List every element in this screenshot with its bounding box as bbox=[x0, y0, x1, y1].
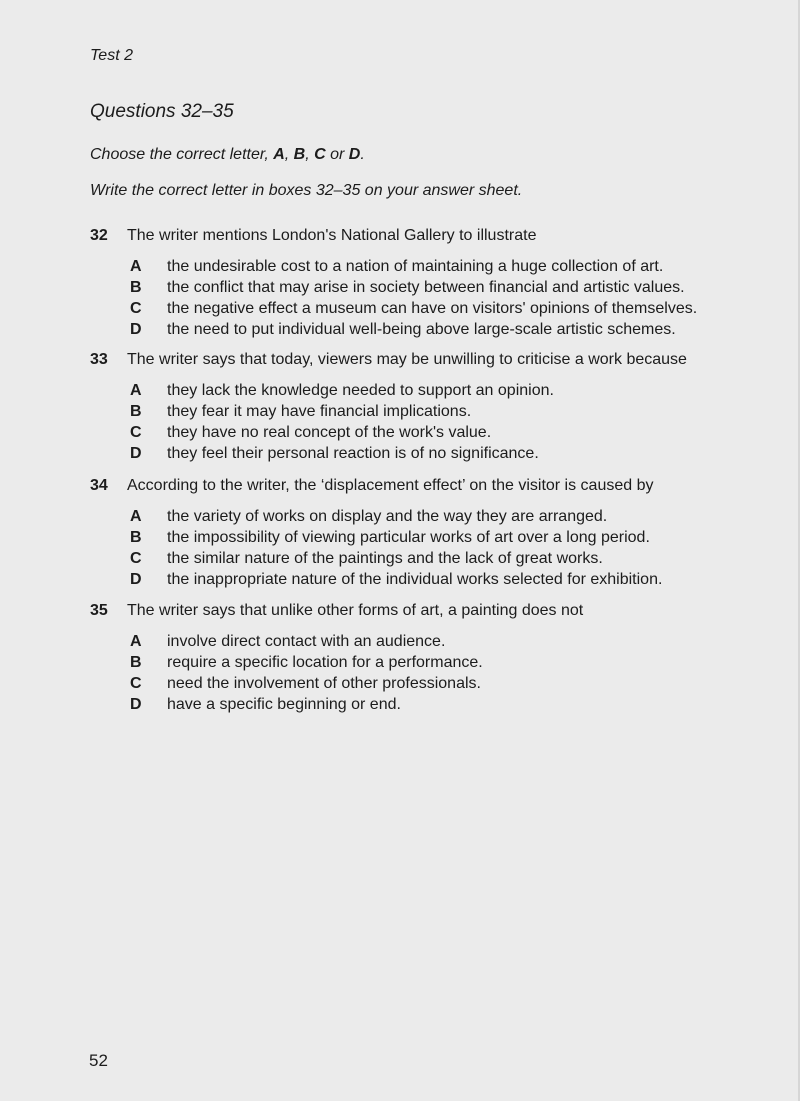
question-stem: According to the writer, the ‘displacement effect’ on the visitor is caused by bbox=[127, 477, 654, 494]
option-letter: B bbox=[130, 654, 142, 671]
question-number: 35 bbox=[90, 602, 108, 619]
option-letter: D bbox=[130, 571, 142, 588]
question-stem-line bbox=[90, 600, 790, 622]
option-letter: A bbox=[130, 258, 142, 275]
option-letter: C bbox=[130, 424, 142, 441]
instruction-separator: or bbox=[325, 146, 349, 163]
question-number: 32 bbox=[90, 227, 108, 244]
answer-option bbox=[90, 319, 790, 340]
option-letter: A bbox=[130, 633, 142, 650]
instruction-letter-b: B bbox=[293, 146, 306, 163]
instruction-letter-c: C bbox=[314, 146, 326, 163]
answer-option bbox=[90, 652, 790, 673]
answer-option bbox=[90, 422, 790, 443]
option-letter: A bbox=[130, 508, 142, 525]
option-letter: B bbox=[130, 529, 142, 546]
question-34 bbox=[90, 475, 790, 590]
option-text: the need to put individual well-being above large-scale artistic schemes. bbox=[167, 321, 676, 338]
instruction-letter-a: A bbox=[273, 146, 285, 163]
question-33 bbox=[90, 349, 790, 464]
answer-option bbox=[90, 548, 790, 569]
option-letter: B bbox=[130, 279, 142, 296]
answer-options bbox=[90, 380, 790, 464]
question-number: 34 bbox=[90, 477, 108, 494]
option-letter: B bbox=[130, 403, 142, 420]
answer-option bbox=[90, 443, 790, 464]
option-letter: C bbox=[130, 300, 142, 317]
option-text: the impossibility of viewing particular works of art over a long period. bbox=[167, 529, 650, 546]
instruction-choose-letter bbox=[90, 146, 365, 164]
option-letter: C bbox=[130, 675, 142, 692]
option-text: they fear it may have financial implications. bbox=[167, 403, 472, 420]
question-stem-line bbox=[90, 475, 790, 497]
instruction-answer-sheet: Write the correct letter in boxes 32–35 on your answer sheet. bbox=[90, 182, 523, 199]
answer-option bbox=[90, 277, 790, 298]
answer-option bbox=[90, 298, 790, 319]
option-text: need the involvement of other professionals. bbox=[167, 675, 481, 692]
instruction-separator: , bbox=[284, 146, 294, 163]
answer-options bbox=[90, 631, 790, 715]
option-letter: C bbox=[130, 550, 142, 567]
instruction-text: . bbox=[360, 146, 365, 163]
section-title: Questions 32–35 bbox=[90, 101, 234, 122]
option-letter: D bbox=[130, 445, 142, 462]
answer-option bbox=[90, 380, 790, 401]
instruction-text: Choose the correct letter, bbox=[90, 146, 274, 163]
answer-option bbox=[90, 527, 790, 548]
option-letter: D bbox=[130, 696, 142, 713]
option-text: have a specific beginning or end. bbox=[167, 696, 401, 713]
option-letter: D bbox=[130, 321, 142, 338]
option-text: the variety of works on display and the way they are arranged. bbox=[167, 508, 608, 525]
question-stem: The writer says that today, viewers may be unwilling to criticise a work because bbox=[127, 351, 687, 368]
answer-options bbox=[90, 256, 790, 340]
answer-options bbox=[90, 506, 790, 590]
test-header: Test 2 bbox=[90, 47, 133, 64]
answer-option bbox=[90, 673, 790, 694]
option-text: the similar nature of the paintings and the lack of great works. bbox=[167, 550, 603, 567]
option-text: the conflict that may arise in society between financial and artistic values. bbox=[167, 279, 685, 296]
instruction-letter-d: D bbox=[348, 146, 361, 163]
question-number: 33 bbox=[90, 351, 108, 368]
answer-option bbox=[90, 694, 790, 715]
answer-option bbox=[90, 631, 790, 652]
page-number: 52 bbox=[89, 1051, 108, 1070]
answer-option bbox=[90, 506, 790, 527]
answer-option bbox=[90, 401, 790, 422]
question-32 bbox=[90, 225, 790, 340]
option-letter: A bbox=[130, 382, 142, 399]
question-stem-line bbox=[90, 349, 790, 371]
option-text: require a specific location for a performance. bbox=[167, 654, 483, 671]
answer-option bbox=[90, 569, 790, 590]
question-stem-line bbox=[90, 225, 790, 247]
question-stem: The writer mentions London's National Gallery to illustrate bbox=[127, 227, 537, 244]
question-stem: The writer says that unlike other forms of art, a painting does not bbox=[127, 602, 584, 619]
option-text: the negative effect a museum can have on visitors' opinions of themselves. bbox=[167, 300, 698, 317]
option-text: the inappropriate nature of the individual works selected for exhibition. bbox=[167, 571, 663, 588]
option-text: they feel their personal reaction is of no significance. bbox=[167, 445, 539, 462]
option-text: they have no real concept of the work's value. bbox=[167, 424, 492, 441]
answer-option bbox=[90, 256, 790, 277]
option-text: involve direct contact with an audience. bbox=[167, 633, 446, 650]
option-text: the undesirable cost to a nation of maintaining a huge collection of art. bbox=[167, 258, 664, 275]
option-text: they lack the knowledge needed to support an opinion. bbox=[167, 382, 554, 399]
question-35 bbox=[90, 600, 790, 715]
instruction-separator: , bbox=[305, 146, 315, 163]
